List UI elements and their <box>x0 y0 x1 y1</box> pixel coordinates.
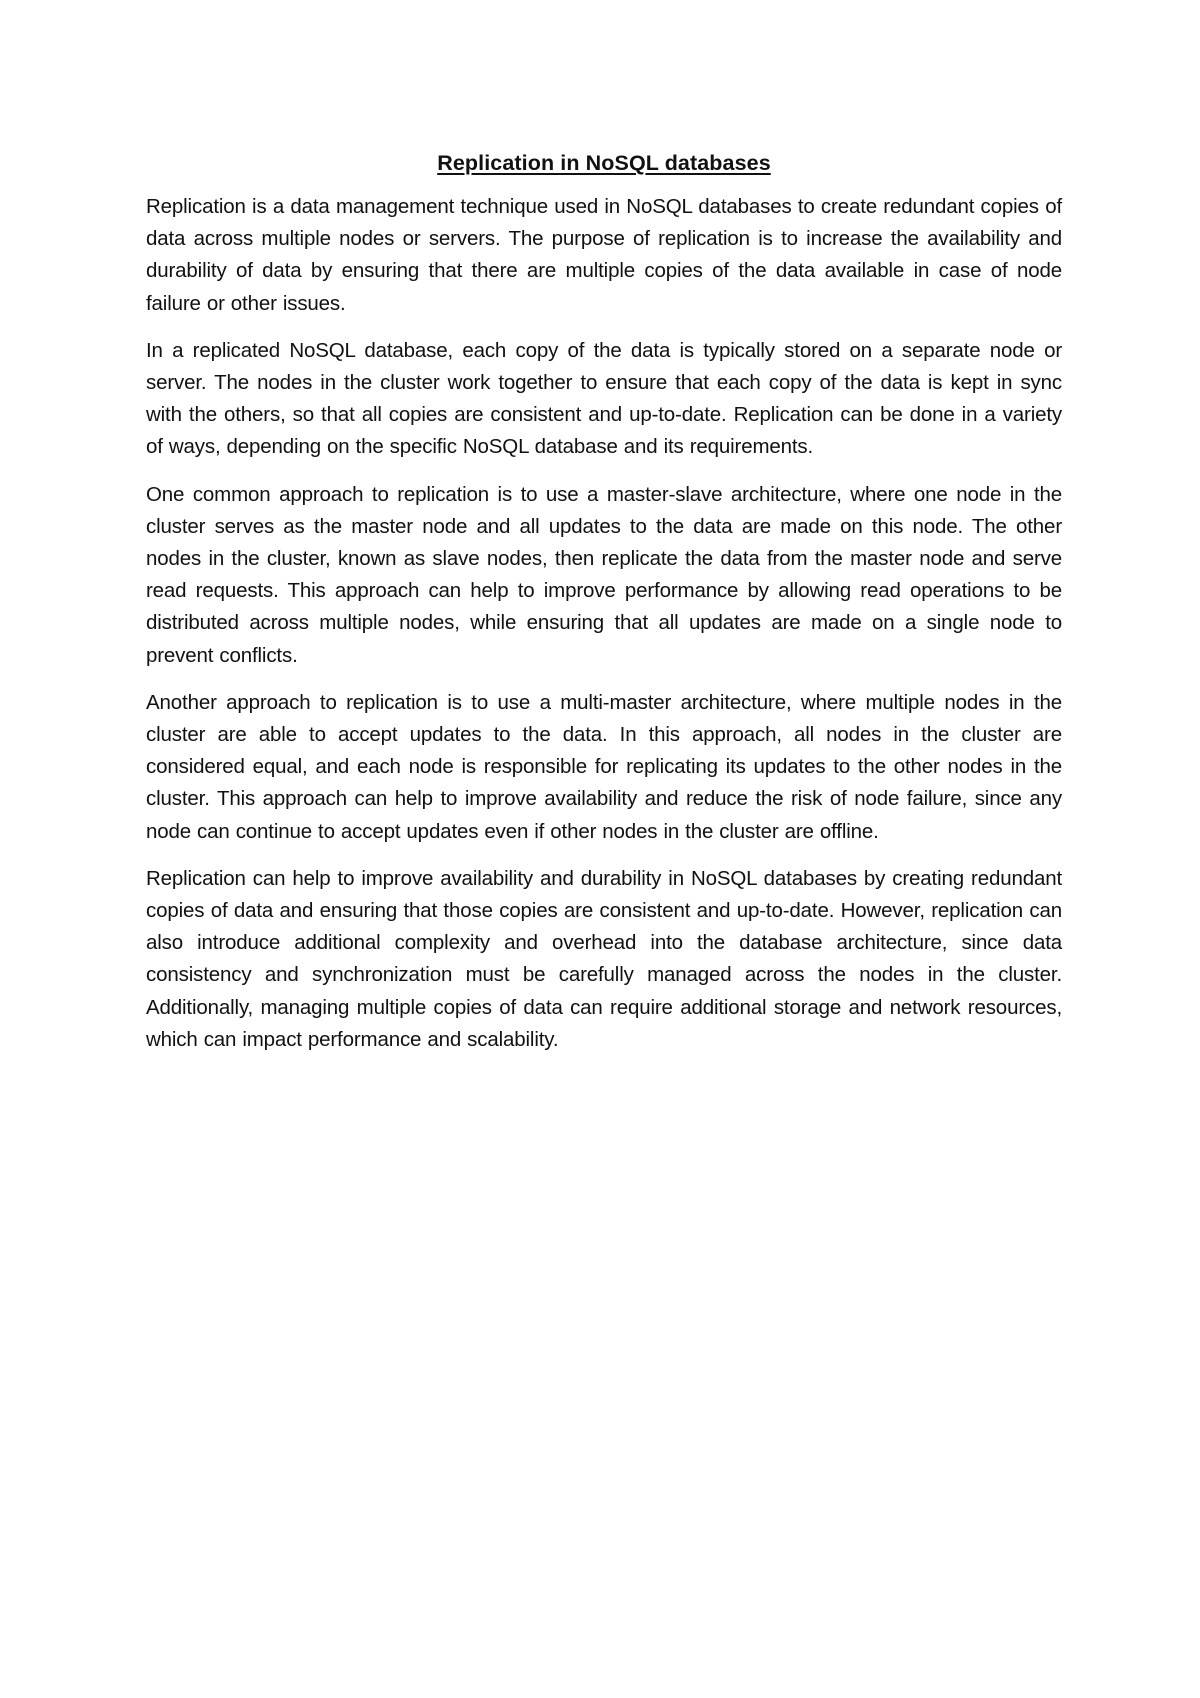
document-title: Replication in NoSQL databases <box>437 151 771 175</box>
paragraph-conclusion: Replication can help to improve availability and durability in NoSQL databases by creating redundant copies of data and ensuring that those copies are consistent and up-to-date. However, replication can also introduce additional complexity and overhead into the database architecture, since data consistency and synchronization must be carefully managed across the nodes in the cluster. Additionally, managing multiple copies of data can require additional storage and network resources, which can impact performance and scalability. <box>146 866 1062 1051</box>
paragraph-intro: Replication is a data management technique used in NoSQL databases to create redundant copies of data across multiple nodes or servers. The purpose of replication is to increase the availability and durability of data by ensuring that there are multiple copies of the data available in case of node failure or other issues. <box>146 195 1062 315</box>
paragraph-replicated-database: In a replicated NoSQL database, each copy of the data is typically stored on a separate node or server. The nodes in the cluster work together to ensure that each copy of the data is kept in sync with the others, so that all copies are consistent and up-to-date. Replication can be done in a variety of ways, depending on the specific NoSQL database and its requirements. <box>146 338 1062 459</box>
paragraph-multi-master: Another approach to replication is to use a multi-master architecture, where multiple nodes in the cluster are able to accept updates to the data. In this approach, all nodes in the cluster are considered equal, and each node is responsible for replicating its updates to the other nodes in the cluster. This approach can help to improve availability and reduce the risk of node failure, since any node can continue to accept updates even if other nodes in the cluster are offline. <box>146 690 1062 843</box>
document-body <box>146 146 1062 1071</box>
paragraph-master-slave: One common approach to replication is to use a master-slave architecture, where one node in the cluster serves as the master node and all updates to the data are made on this node. The other nodes in the cluster, known as slave nodes, then replicate the data from the master node and serve read requests. This approach can help to improve performance by allowing read operations to be distributed across multiple nodes, while ensuring that all updates are made on a single node to prevent conflicts. <box>146 482 1062 667</box>
